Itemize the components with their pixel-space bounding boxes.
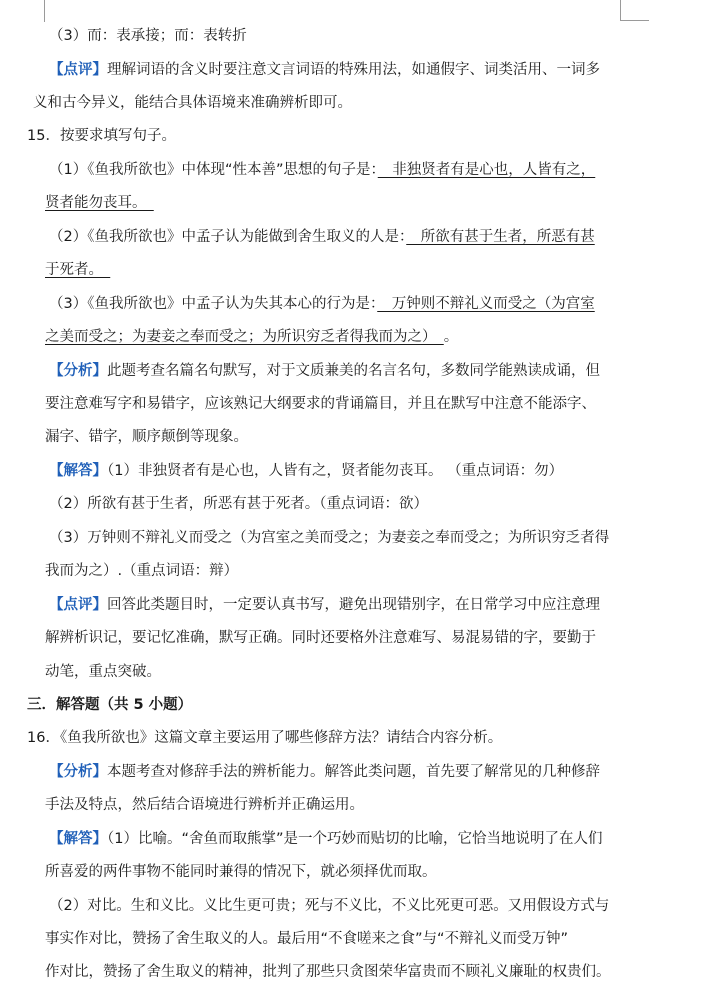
comment-text: 理解词语的含义时要注意文言词语的特殊用法，如通假字、词类活用、一词多 [107, 62, 600, 78]
comment-line [49, 595, 600, 615]
analysis-line [49, 361, 600, 381]
fill-line [49, 227, 595, 247]
solution-tag: 【解答】 [49, 463, 107, 479]
fill-answer-cont [45, 260, 110, 280]
text-line: （3）万钟则不辩礼义而受之（为宫室之美而受之；为妻妾之奉而受之；为所识穷乏者得 [49, 530, 610, 546]
fill-line [49, 160, 595, 180]
fill-prompt: （1）《鱼我所欲也》中体现“性本善”思想的句子是： [49, 162, 378, 178]
crop-mark-left [22, 0, 45, 22]
comment-text: 回答此类题目时，一定要认真书写，避免出现错别字，在日常学习中应注意理 [107, 597, 600, 613]
text-line: 解辨析识记，要记忆准确，默写正确。同时还要格外注意难写、易混易错的字，要勤于 [45, 630, 596, 646]
text-line: 要注意难写字和易错字，应该熟记大纲要求的背诵篇目，并且在默写中注意不能添字、 [45, 396, 596, 412]
question-title: 16．《鱼我所欲也》这篇文章主要运用了哪些修辞方法？请结合内容分析。 [27, 730, 503, 746]
comment-line [49, 60, 600, 80]
text-line: 漏字、错字，顺序颠倒等现象。 [45, 429, 248, 445]
fill-suffix: 。 [443, 329, 459, 345]
fill-prompt: （2）《鱼我所欲也》中孟子认为能做到舍生取义的人是： [49, 229, 407, 245]
comment-tag: 【点评】 [49, 62, 107, 78]
text-line: 动笔，重点突破。 [45, 664, 161, 680]
crop-mark-right [620, 0, 649, 21]
fill-answer: 万钟则不辩礼义而受之（为宫室 [377, 296, 595, 312]
answer-line: （3）而：表承接；而：表转折 [49, 28, 247, 44]
text-line: 作对比，赞扬了舍生取义的精神，批判了那些只贪图荣华富贵而不顾礼义廉耻的权贵们。 [45, 964, 611, 980]
solution-text: （1）非独贤者有是心也，人皆有之，贤者能勿丧耳。 （重点词语：勿） [107, 463, 564, 479]
fill-answer-cont [45, 193, 154, 213]
text-line: 我而为之）.（重点词语：辩） [45, 563, 239, 579]
fill-answer: 所欲有甚于生者，所恶有甚 [406, 229, 595, 245]
analysis-tag: 【分析】 [49, 363, 107, 379]
solution-tag: 【解答】 [49, 831, 107, 847]
analysis-text: 本题考查对修辞手法的辨析能力。解答此类问题，首先要了解常见的几种修辞 [107, 764, 600, 780]
solution-line [49, 461, 563, 481]
solution-text: （1）比喻。“舍鱼而取熊掌”是一个巧妙而贴切的比喻，它恰当地说明了在人们 [107, 831, 603, 847]
fill-answer: 之美而受之；为妻妾之奉而受之；为所识穷乏者得我而为之） [45, 329, 444, 345]
text-line: 手法及特点，然后结合语境进行辨析并正确运用。 [45, 797, 364, 813]
fill-answer: 于死者。 [45, 262, 111, 278]
fill-answer: 贤者能勿丧耳。 [45, 195, 154, 211]
comment-tag: 【点评】 [49, 597, 107, 613]
fill-prompt: （3）《鱼我所欲也》中孟子认为失其本心的行为是： [49, 296, 378, 312]
text-line: 事实作对比，赞扬了舍生取义的人。最后用“不食嗟来之食”与“不辩礼义而受万钟” [45, 931, 569, 947]
fill-answer: 非独贤者有是心也，人皆有之， [377, 162, 596, 178]
solution-line [49, 829, 603, 849]
analysis-tag: 【分析】 [49, 764, 107, 780]
fill-line [49, 294, 595, 314]
fill-answer-cont [45, 327, 458, 347]
text-line: （2）对比。生和义比。义比生更可贵；死与不义比，不义比死更可恶。又用假设方式与 [49, 898, 610, 914]
analysis-line [49, 762, 600, 782]
section-heading: 三．解答题（共 5 小题） [27, 697, 193, 713]
text-line: 所喜爱的两件事物不能同时兼得的情况下，就必须择优而取。 [45, 864, 437, 880]
question-title: 15．按要求填写句子。 [27, 128, 176, 144]
text-line: 义和古今异义，能结合具体语境来准确辨析即可。 [33, 95, 352, 111]
text-line: （2）所欲有甚于生者，所恶有甚于死者。（重点词语：欲） [49, 496, 428, 512]
analysis-text: 此题考查名篇名句默写，对于文质兼美的名言名句，多数同学能熟读成诵，但 [107, 363, 600, 379]
